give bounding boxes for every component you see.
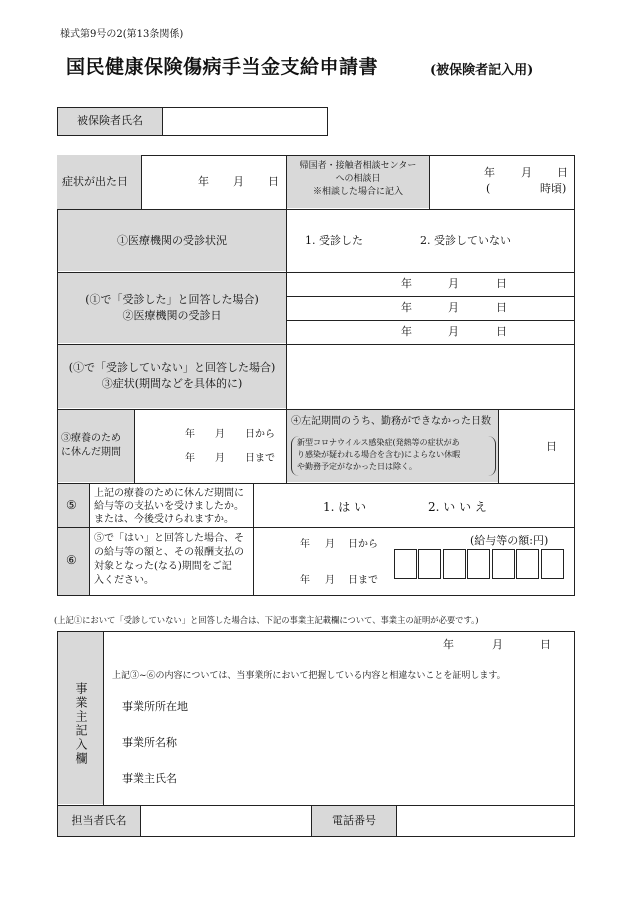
q6-from-month: 月 (325, 539, 335, 550)
q1-label: ①医療機関の受診状況 (117, 234, 227, 247)
q6-until-year: 年 (300, 575, 310, 586)
employer-owner-label: 事業主氏名 (122, 772, 177, 785)
contact-label: 担当者氏名 (71, 814, 127, 827)
symptom-label: 症状が出た日 (62, 175, 128, 188)
q2-date1-month: 月 (448, 277, 459, 290)
insured-name-field[interactable] (162, 107, 328, 136)
q4-days-unit: 日 (546, 440, 557, 453)
consult-time-open: ( (486, 182, 491, 195)
q6-number: ⑥ (66, 553, 77, 567)
page-title: 国民健康保険傷病手当金支給申請書 (66, 56, 379, 78)
q2-label-1: (①で「受診した」と回答した場合) (85, 293, 259, 306)
rest-until-year: 年 (185, 453, 195, 464)
rest-label-1: ③療養のため (61, 433, 121, 444)
phone-field[interactable] (397, 806, 574, 836)
q2-date2-month: 月 (448, 301, 459, 314)
q6-text-1: ⑤で「はい」と回答した場合、そ (94, 533, 244, 544)
q1-option-visited[interactable]: 1. 受診した (305, 234, 363, 247)
consult-day: 日 (557, 166, 568, 179)
q3-label-2: ③症状(期間などを具体的に) (101, 377, 243, 390)
rest-label-2: に休んだ期間 (61, 447, 121, 458)
symptom-month: 月 (233, 175, 244, 188)
q2-date1-day: 日 (496, 277, 507, 290)
consult-note: ※相談した場合に記入 (312, 187, 403, 197)
q2-label-cell (58, 273, 286, 343)
q2-date2-day: 日 (496, 301, 507, 314)
q3-symptoms-field[interactable] (287, 345, 574, 408)
consult-month: 月 (521, 166, 532, 179)
consult-year: 年 (484, 166, 495, 179)
employer-certify-text: 上記③~⑥の内容については、当事業所において把握している内容と相違ないことを証明します。 (112, 671, 506, 681)
consult-label-1: 帰国者・接触者相談センター (299, 161, 417, 171)
rest-from-suffix: 日から (245, 429, 275, 440)
employer-office-label: 事業所名称 (122, 736, 177, 749)
q6-from-year: 年 (300, 539, 310, 550)
q5-option-no[interactable]: 2. い い え (428, 500, 487, 514)
employer-date-day: 日 (540, 638, 551, 651)
employer-date-year: 年 (443, 638, 454, 651)
q2-date3-day: 日 (496, 325, 507, 338)
q1-option-not-visited[interactable]: 2. 受診していない (420, 234, 511, 247)
rest-from-month: 月 (215, 429, 225, 440)
symptom-year: 年 (198, 175, 209, 188)
q6-amount-boxes[interactable] (394, 549, 566, 579)
q6-until-month: 月 (325, 575, 335, 586)
insured-name-label: 被保険者氏名 (77, 114, 143, 127)
q4-label: ④左記期間のうち、勤務ができなかった日数 (291, 416, 491, 427)
q2-date3-month: 月 (448, 325, 459, 338)
form-number: 様式第9号の2(第13条関係) (60, 29, 184, 40)
phone-label: 電話番号 (332, 814, 376, 827)
q4-note-3: や勤務予定がなかった日は除く。 (297, 462, 417, 471)
page-title-note: (被保険者記入用) (430, 63, 534, 78)
q3-label-1: (①で「受診していない」と回答した場合) (68, 361, 276, 374)
q5-text-3: または、今後受けられますか。 (94, 514, 234, 525)
q6-until-suffix: 日まで (348, 575, 378, 586)
q6-text-3: 対象となった(なる)期間をご記 (94, 561, 232, 572)
q6-text-2: の給与等の額と、その報酬支払の (94, 547, 244, 558)
symptom-day: 日 (268, 175, 279, 188)
q5-number: ⑤ (66, 498, 77, 512)
rest-from-year: 年 (185, 429, 195, 440)
q6-text-4: 入ください。 (94, 575, 154, 586)
rest-until-suffix: 日まで (245, 453, 275, 464)
q2-date2-year: 年 (401, 301, 412, 314)
q4-note-2: り感染が疑われる場合を含む)によらない休暇 (297, 450, 461, 459)
q5-text-2: 給与等の支払いを受けましたか。 (94, 501, 244, 512)
contact-name-field[interactable] (141, 806, 311, 836)
q4-note-1: 新型コロナウイルス感染症(発熱等の症状があ (297, 438, 460, 447)
employer-vertical-label: 事業主記入欄 (74, 682, 88, 766)
q2-date1-year: 年 (401, 277, 412, 290)
q2-date3-year: 年 (401, 325, 412, 338)
consult-time: 時頃) (540, 182, 567, 195)
q6-from-suffix: 日から (348, 539, 378, 550)
q5-option-yes[interactable]: 1. は い (323, 500, 367, 514)
q5-text-1: 上記の療養のために休んだ期間に (94, 488, 244, 499)
rest-until-month: 月 (215, 453, 225, 464)
consult-label-2: への相談日 (335, 174, 381, 184)
q2-label-2: ②医療機関の受診日 (122, 309, 222, 322)
q6-amount-label: (給与等の額:円) (470, 534, 549, 547)
employer-instruction: (上記①において「受診していない」と回答した場合は、下記の事業主記載欄について、事業主の証明が必要です。) (54, 615, 479, 625)
employer-address-label: 事業所所在地 (122, 700, 188, 713)
employer-date-month: 月 (492, 638, 503, 651)
